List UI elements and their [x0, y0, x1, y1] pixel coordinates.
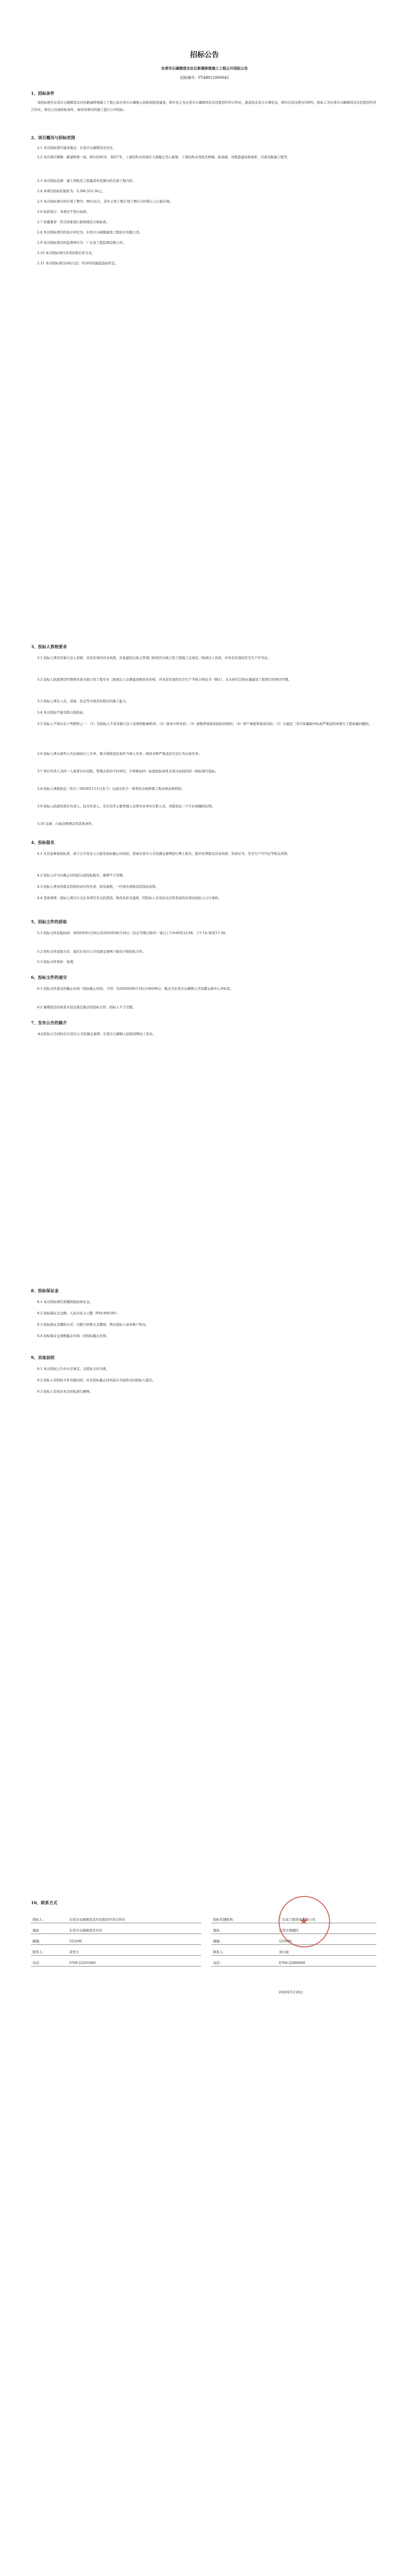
contact-value: 东莞市南城区: [277, 1923, 377, 1934]
contact-label: 招标代理机构：: [211, 1912, 277, 1923]
contact-label: 电话：: [211, 1956, 277, 1967]
paragraph: 3.3 投标人须在人员、设备、资金等方面具有相应的施工能力。: [37, 699, 129, 703]
section-heading: 9、其他说明: [31, 1355, 55, 1360]
contact-value: 0769-22261000: [68, 1956, 201, 1967]
contact-label: 联系人：: [211, 1945, 277, 1956]
section-heading: 10、联系方式: [31, 1900, 58, 1905]
paragraph: 2.1 本次招标项目建设地点：东莞市石碣镇滘北社区。: [37, 146, 116, 150]
paragraph: 2.9 本次招标项目的监理单位为：广东某工程监理有限公司。: [37, 241, 126, 245]
paragraph: 4.1 凡有意参加投标者，请于公告发布之日起至投标截止时间前，登录东莞市公共资源交易网进行网上报名，报名时须提交营业执照、资质证书、安全生产许可证等相关资料。: [37, 852, 291, 856]
page-title: 招标公告: [190, 51, 219, 59]
section-heading: 7、发布公告的媒介: [31, 1020, 67, 1025]
paragraph: 3.9 投标人拟派的项目负责人、技术负责人、安全员等主要管理人员须为本单位在职人员，并提供近三个月社保缴纳证明。: [37, 804, 215, 808]
page-2: [0, 618, 409, 1195]
paragraph: 5.2 招标文件获取方式：通过东莞市公共资源交易网下载电子版招标文件。: [37, 950, 146, 954]
paragraph: 2.2 本次项目规模：新建桥梁一座，桥长约45米，宽约7米，上部结构采用预应力混凝土空心板梁，下部结构采用柱式桥墩、桩基础，并配套建设桥面系、引道及附属工程等。: [37, 155, 290, 159]
paragraph: 2.3 本次招标范围：施工图纸及工程量清单范围内的全部工程内容。: [37, 179, 136, 183]
paragraph: 3.4 本次招标不接受联合体投标。: [37, 710, 87, 715]
contact-label: 地址：: [31, 1923, 68, 1934]
section-heading: 2、项目概况与招标范围: [31, 135, 75, 140]
paragraph: 4.2 投标人应当在截止时间前完成投标报名，逾期不予受理。: [37, 873, 126, 877]
table-row: [31, 1945, 201, 1956]
paragraph: 2.6 标段划分：本项目不划分标段。: [37, 210, 90, 214]
contact-label: 招标人：: [31, 1912, 68, 1923]
table-row: [31, 1956, 201, 1967]
paragraph: 3.6 投标人须未被列入失信被执行人名单、重大税收违法案件当事人名单、政府采购严重违法失信行为记录名单。: [37, 752, 202, 756]
seal-stamp: [279, 1896, 330, 1947]
paragraph: 3.7 单位负责人为同一人或者存在控股、管理关系的不同单位，不得参加同一标段投标或者未划分标段的同一招标项目投标。: [37, 769, 218, 773]
announcement-date: 2020年5月26日: [279, 1990, 303, 1994]
paragraph: 6.2 逾期送达的或者未送达指定地点的投标文件，招标人不予受理。: [37, 1005, 136, 1009]
paragraph: 3.2 投标人拟派项目经理须具备市政公用工程专业二级或以上注册建造师执业资格，并具有有效的安全生产考核合格证书（B证），且未担任其他在施建设工程项目的项目经理。: [37, 677, 291, 682]
section-heading: 4、投标报名: [31, 840, 55, 845]
paragraph: 9.1 本次招标公告中未尽事宜，以招标文件为准。: [37, 1367, 110, 1371]
paragraph: 2.5 本次招标项目的计划工期为：90日历天，其中主体工程计划工期自合同签订之日起计算。: [37, 199, 173, 204]
paragraph: 9.3 招标人有权对本次招标进行解释。: [37, 1389, 93, 1394]
section-heading: 3、投标人资格要求: [31, 644, 67, 649]
contact-value: 黄先生: [68, 1945, 201, 1956]
contact-label: 邮编：: [211, 1934, 277, 1945]
paragraph: 4.4 其他事项：投标人须自行关注本项目有关的澄清、修改及补充通知，因投标人未及时关注所造成的后果由投标人自行承担。: [37, 896, 222, 900]
paragraph: 4.3 投标人须对所提交资料的真实性负责，如有虚假，一经查实将取消其投标资格。: [37, 885, 159, 889]
contact-value: 东莞市石碣镇滘北社区股份经济合作社: [68, 1912, 201, 1923]
paragraph: 2.11 本次招标项目评标方法：经评审的最低投标价法。: [37, 261, 118, 265]
contact-value: 523290: [68, 1934, 201, 1945]
contact-label: 邮编：: [31, 1934, 68, 1945]
paragraph: 本次招标公告同时在东莞市公共资源交易网、东莞市石碣镇人民政府网站上发布。: [37, 1032, 156, 1036]
project-title: 东莞市石碣镇滘北社区新建桥梁施工工程公开招标公告: [161, 66, 248, 71]
paragraph: 3.10 法律、行政法规规定的其他条件。: [37, 822, 95, 826]
section-heading: 8、投标保证金: [31, 1288, 59, 1293]
table-row: [31, 1923, 201, 1934]
paragraph: 本招标项目东莞市石碣镇滘北社区新建桥梁施工工程已由东莞市石碣镇人民政府批准建设，项目业主为东莞市石碣镇滘北社区股份经济合作社，建设资金来自自筹资金，项目出资比例为100%，招标人为东莞市石碣镇滘北社区股份经济合作社。项目已具备招标条件，现对该项目的施工进行公开招标。: [31, 100, 377, 112]
contact-label: 电话：: [31, 1956, 68, 1967]
contact-value: 523000: [277, 1934, 377, 1945]
paragraph: 5.1 招标文件获取时间：2020年05月26日至2020年06月16日（法定节假日除外）每日上午9:00至12:00，下午14:30至17:30。: [37, 931, 228, 935]
contact-value: 东莞市石碣镇滘北社区: [68, 1923, 201, 1934]
paragraph: 8.2 投标保证金金额：人民币伍万元整（¥50,000.00）。: [37, 1311, 120, 1315]
contact-label: 联系人：: [31, 1945, 68, 1956]
page-3: [0, 1236, 409, 1814]
paragraph: 3.5 投标人不得存在下列情形之一：（1）为招标人不具有独立法人资格的附属机构；（2）被责令停业的；（3）被暂停或取消投标资格的；（4）财产被接管或冻结的；（5）在最近三年内有骗取中标或严重违约或重大工程质量问题的。: [37, 722, 372, 726]
page-1: [0, 0, 409, 577]
paragraph: 5.3 招标文件售价：免费。: [37, 960, 77, 964]
table-row: [31, 1934, 201, 1945]
table-row: [211, 1945, 377, 1956]
contact-value: 0769-22000000: [277, 1956, 377, 1967]
contact-label: 地址：: [211, 1923, 277, 1934]
bid-number: 招标编号：FT4B012800045: [180, 76, 229, 80]
paragraph: 8.1 本次招标项目需缴纳投标保证金。: [37, 1300, 93, 1304]
section-heading: 6、投标文件的递交: [31, 975, 67, 980]
contact-value: 广东某工程咨询有限公司: [277, 1912, 377, 1923]
paragraph: 9.2 投标人对招标文件有疑问的，应在投标截止时间前以书面形式向招标人提出。: [37, 1378, 156, 1382]
page-4: [0, 1855, 409, 2432]
paragraph: 6.1 投标文件递交的截止时间（投标截止时间，下同）为2020年06月16日10时00分，地点为东莞市石碣镇公共资源交易中心开标室。: [37, 987, 234, 991]
contact-value: 刘小姐: [277, 1945, 377, 1956]
paragraph: 8.3 投标保证金缴纳方式：以银行转账方式缴纳，须从投标人基本账户转出。: [37, 1323, 149, 1327]
paragraph: 2.7 质量要求：符合国家现行验收规范合格标准。: [37, 220, 110, 224]
table-row: [31, 1912, 201, 1923]
table-row: [211, 1956, 377, 1967]
section-heading: 1、招标条件: [31, 91, 55, 96]
section-heading: 5、招标文件的获取: [31, 919, 67, 924]
contact-table-left: [31, 1912, 201, 1967]
paragraph: 3.1 投标人须具有独立法人资格，具有有效的营业执照，具备建设行政主管部门核发的市政公用工程施工总承包三级或以上资质，并具有有效的安全生产许可证。: [37, 656, 271, 660]
paragraph: 2.10 本次招标项目采用资格后审方式。: [37, 251, 95, 255]
paragraph: 2.4 本项目招标控制价为：3,586,512.36元。: [37, 189, 105, 193]
paragraph: 3.8 投标人须提供近三年内（2018年1月1日至今）完成过至少一项类似市政桥梁工程业绩证明材料。: [37, 787, 185, 791]
paragraph: 2.8 本次招标项目的设计单位为：东莞市石碣镇建设工程设计有限公司。: [37, 230, 142, 234]
paragraph: 8.4 投标保证金到账截止时间：同投标截止时间。: [37, 1334, 110, 1338]
